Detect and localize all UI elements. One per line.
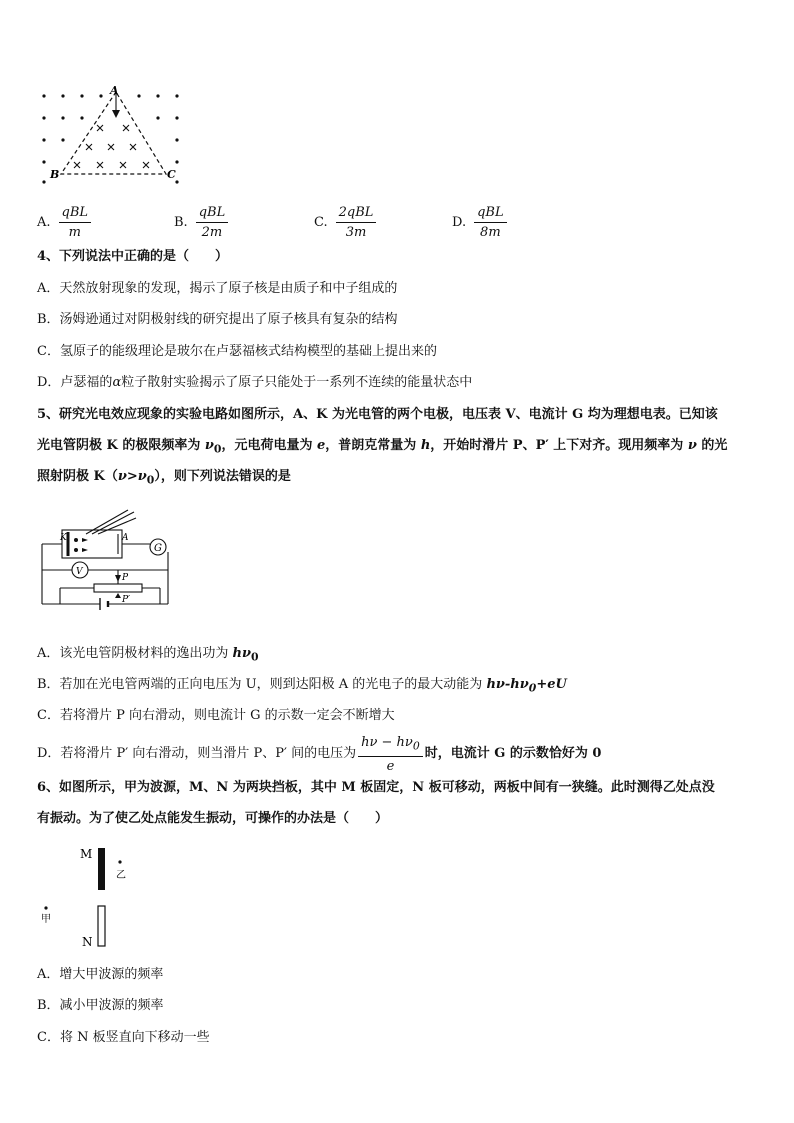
q5-option-d[interactable]: D．若将滑片 P′ 向右滑动，则当滑片 P、P′ 间的电压为 $\frac{h\nu - h\nu_0}{e}$ 时，电流计 G 的示数恰好为 0 — [37, 735, 602, 774]
q5-option-c[interactable]: C．若将滑片 P 向右滑动，则电流计 G 的示数一定会不断增大 — [37, 708, 395, 723]
plate-n — [98, 906, 105, 946]
label-V: V — [76, 567, 83, 577]
label-yi: 乙 — [116, 870, 126, 881]
q5-option-b[interactable]: B．若加在光电管两端的正向电压为 U，则到达阳极 A 的光电子的最大动能为 $h\nu-h\nu_0+eU$ — [37, 677, 567, 695]
q5-stem-line3: 照射阴极 $K(\nu>\nu_0)$，则下列说法错误的是 — [37, 469, 291, 487]
label-A: A — [110, 84, 119, 97]
q3-option-d[interactable]: D. $\frac{\text{qBL}}{8m}$ — [452, 205, 507, 240]
q5-stem-line1: 5、研究光电效应现象的实验电路如图所示，A、K 为光电管的两个电极，电压表 V、电流计 G 均为理想电表。已知该 — [37, 407, 718, 422]
q6-option-b[interactable]: B．减小甲波源的频率 — [37, 998, 164, 1013]
q4-option-b[interactable]: B．汤姆逊通过对阴极射线的研究提出了原子核具有复杂的结构 — [37, 312, 398, 327]
slit-figure — [36, 842, 146, 952]
q6-stem-line1: 6、如图所示，甲为波源，M、N 为两块挡板，其中 M 板固定，N 板可移动，两板中间有一狭缝。此时测得乙处点没 — [37, 780, 715, 795]
q5-stem-line2: 光电管阴极 K 的极限频率为 $\nu_0$，元电荷电量为 e，普朗克常量为 h，开始时滑片 P、P′ 上下对齐。现用频率为 ν 的光 — [37, 438, 728, 456]
q4-option-d[interactable]: D．卢瑟福的α粒子散射实验揭示了原子只能处于一系列不连续的能量状态中 — [37, 375, 473, 390]
q6-stem-line2: 有振动。为了使乙处点能发生振动，可操作的办法是（ ） — [37, 811, 389, 826]
label-jia: 甲 — [41, 914, 51, 925]
label-K: K — [60, 533, 67, 543]
q4-stem: 4、下列说法中正确的是（ ） — [37, 249, 229, 264]
q3-option-c[interactable]: C. $\frac{\text{2qBL}}{3m}$ — [314, 205, 376, 240]
q6-option-a[interactable]: A．增大甲波源的频率 — [37, 967, 164, 982]
label-A-electrode: A — [122, 533, 129, 543]
q3-option-b[interactable]: B. $\frac{\text{qBL}}{2m}$ — [174, 205, 228, 240]
q5-option-a[interactable]: A．该光电管阴极材料的逸出功为 $h\nu_0$ — [37, 646, 259, 664]
label-C: C — [167, 168, 176, 181]
q3-option-a[interactable]: A. $\frac{\text{qBL}}{m}$ — [37, 205, 91, 240]
label-N: N — [82, 935, 93, 949]
q6-option-c[interactable]: C．将 N 板竖直向下移动一些 — [37, 1030, 210, 1045]
photoelectric-circuit-figure — [38, 502, 174, 610]
label-M: M — [80, 847, 93, 861]
plate-m — [98, 848, 105, 890]
triangle-field-figure — [36, 84, 196, 188]
q4-option-a[interactable]: A．天然放射现象的发现，揭示了原子核是由质子和中子组成的 — [37, 281, 398, 296]
q4-option-c[interactable]: C．氢原子的能级理论是玻尔在卢瑟福核式结构模型的基础上提出来的 — [37, 344, 437, 359]
label-P-prime: P′ — [122, 595, 131, 605]
label-B: B — [50, 168, 60, 181]
label-G: G — [154, 543, 162, 554]
label-P: P — [122, 573, 129, 583]
